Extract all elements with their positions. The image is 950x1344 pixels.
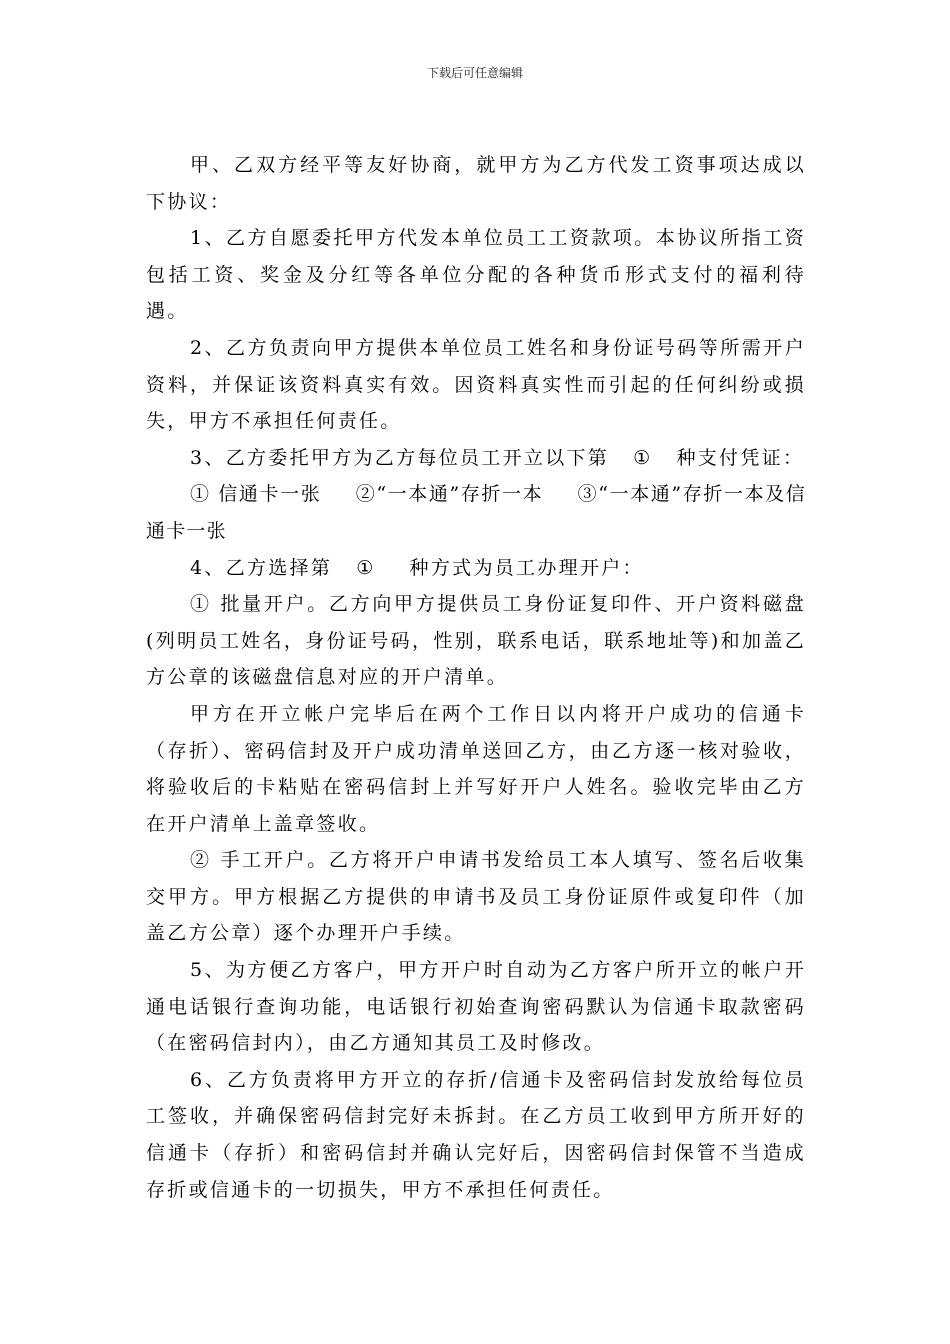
clause-3 [146,440,806,477]
clause-3-prefix: 3、乙方委托甲方为乙方每位员工开立以下第 [190,446,610,469]
batch-detail-paragraph: 甲方在开立帐户完毕后在两个工作日以内将开户成功的信通卡（存折）、密码信封及开户成功清单送回乙方，由乙方逐一核对验收，将验收后的卡粘贴在密码信封上并写好开户人姓名。验收完毕由乙方在开户清单上盖章签收。 [146,702,806,835]
clause-4 [146,550,806,587]
batch-open-paragraph: ① 批量开户。乙方向甲方提供员工身份证复印件、开户资料磁盘(列明员工姓名，身份证号码，性别，联系电话，联系地址等)和加盖乙方公章的该磁盘信息对应的开户清单。 [146,593,806,689]
clause-6: 6、乙方负责将甲方开立的存折/信通卡及密码信封发放给每位员工签收，并确保密码信封完好未拆封。在乙方员工收到甲方所开好的信通卡（存折）和密码信封并确认完好后，因密码信封保管不当造成存折或信通卡的一切损失，甲方不承担任何责任。 [146,1068,806,1201]
manual-open-paragraph: ② 手工开户。乙方将开户申请书发给员工本人填写、签名后收集交甲方。甲方根据乙方提供的申请书及员工身份证原件或复印件（加盖乙方公章）逐个办理开户手续。 [146,849,806,945]
clause-1: 1、乙方自愿委托甲方代发本单位员工工资款项。本协议所指工资包括工资、奖金及分红等各单位分配的各种货币形式支付的福利待遇。 [146,227,806,323]
intro-paragraph: 甲、乙双方经平等友好协商，就甲方为乙方代发工资事项达成以下协议： [146,154,806,213]
clause-4-suffix: 种方式为员工办理开户： [409,556,644,579]
clause-4-prefix: 4、乙方选择第 [190,556,333,579]
clause-4-choice: ① [356,556,376,579]
clause-3-suffix: 种支付凭证： [676,446,805,469]
clause-2: 2、乙方负责向甲方提供本单位员工姓名和身份证号码等所需开户资料，并保证该资料真实有效。因资料真实性而引起的任何纠纷或损失，甲方不承担任何责任。 [146,336,806,433]
clause-3-choice: ① [633,446,653,469]
voucher-option-1: ① 信通卡一张 [190,483,322,506]
voucher-option-3: ③“一本通”存折一本及信通卡一张 [146,483,806,542]
voucher-options [146,476,806,549]
voucher-option-2: ②“一本通”存折一本 [355,483,544,506]
page-header-note: 下载后可任意编辑 [426,66,523,80]
clause-5: 5、为方便乙方客户，甲方开户时自动为乙方客户所开立的帐户开通电话银行查询功能，电话银行初始查询密码默认为信通卡取款密码（在密码信封内），由乙方通知其员工及时修改。 [146,959,806,1055]
agreement-body [146,147,806,1208]
